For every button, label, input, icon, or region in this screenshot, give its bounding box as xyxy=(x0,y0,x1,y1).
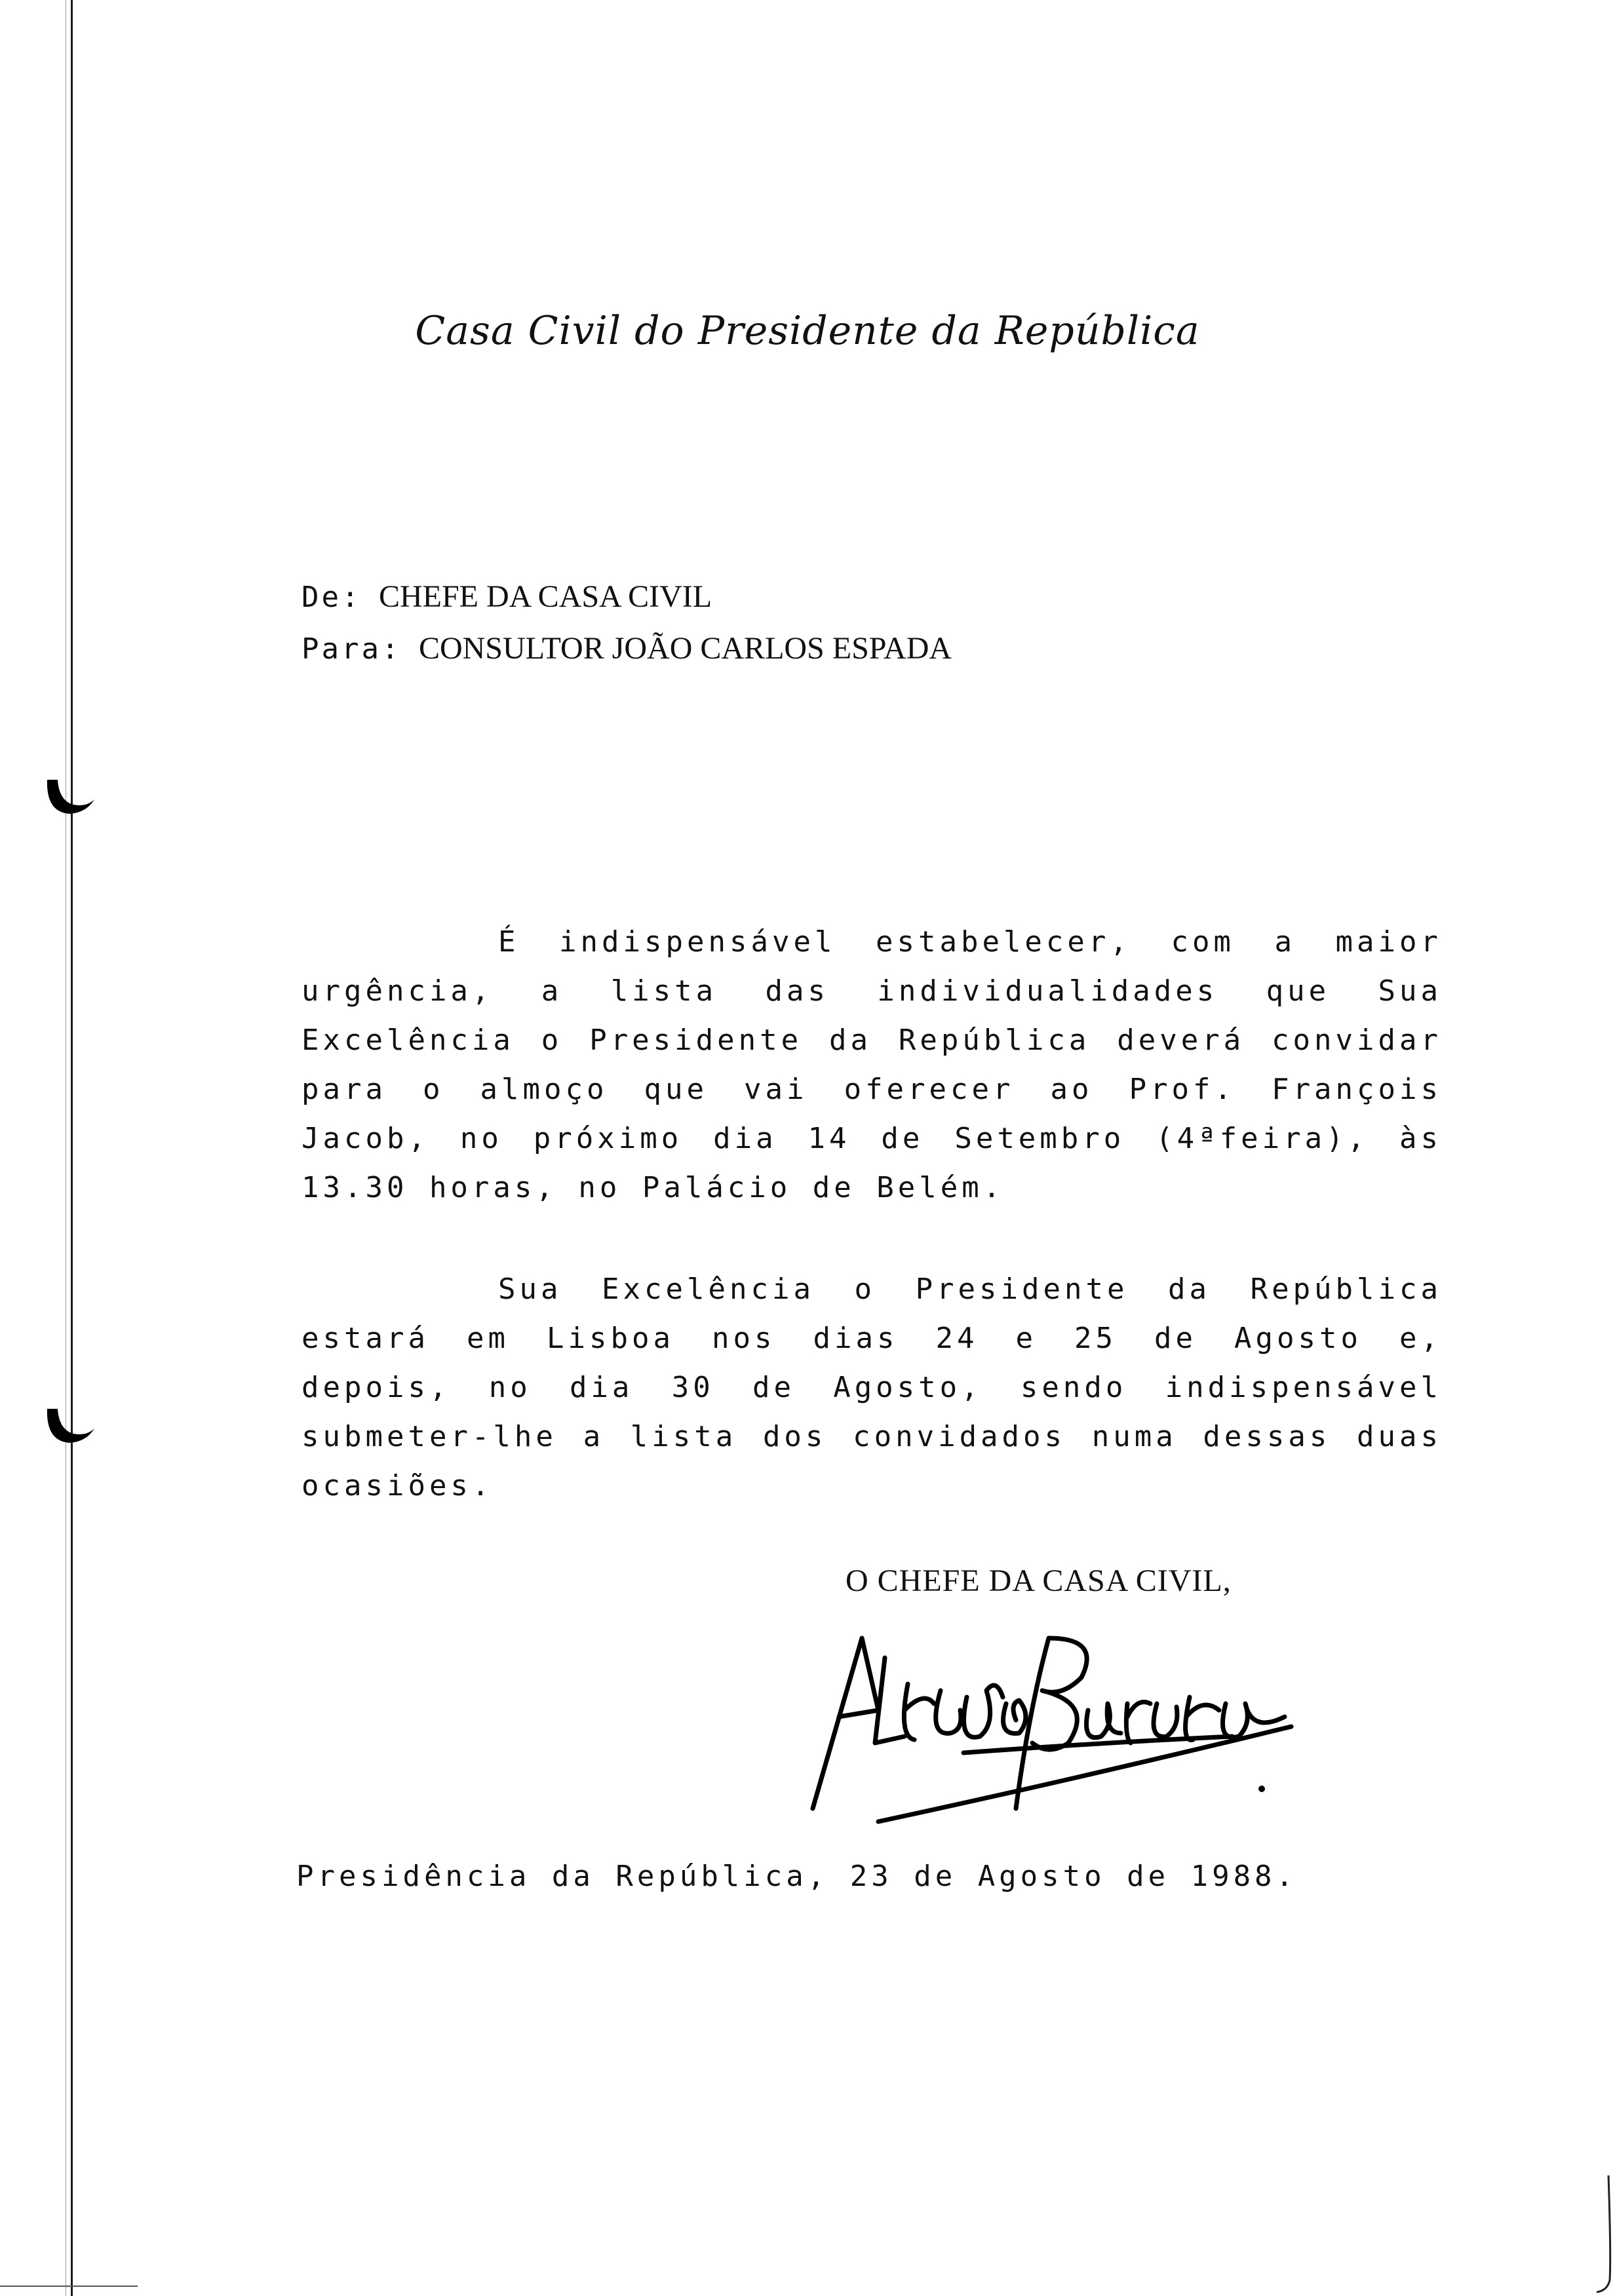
punch-hole-mark xyxy=(41,767,100,826)
to-row xyxy=(302,623,952,675)
page-edge-curl xyxy=(1595,2175,1615,2296)
handwritten-signature xyxy=(800,1612,1298,1828)
to-label: Para: xyxy=(302,632,402,666)
signatory-title: O CHEFE DA CASA CIVIL, xyxy=(846,1563,1232,1598)
memo-header xyxy=(302,571,952,675)
dateline: Presidência da República, 23 de Agosto de 1988. xyxy=(296,1860,1298,1893)
to-value: CONSULTOR JOÃO CARLOS ESPADA xyxy=(418,631,952,666)
letterhead: Casa Civil do Presidente da República xyxy=(415,308,1200,354)
body-paragraph-1: É indispensável estabelecer, com a maior urgência, a lista das individualidades que Sua Excelência o Presidente da República deverá convidar para o almoço que vai oferecer ao Prof. François Jacob, no próximo dia 14 de Setembro (4ªfeira), às 13.30 horas, no Palácio de Belém. xyxy=(302,925,1442,1204)
punch-hole-mark xyxy=(41,1396,100,1455)
body-paragraph-2: Sua Excelência o Presidente da República estará em Lisboa nos dias 24 e 25 de Agosto e, depois, no dia 30 de Agosto, sendo indispensável submeter-lhe a lista dos convidados numa dessas duas ocasiões. xyxy=(302,1272,1442,1502)
from-value: CHEFE DA CASA CIVIL xyxy=(378,579,712,614)
scan-bottom-edge xyxy=(0,2286,138,2287)
from-row xyxy=(302,571,952,623)
from-label: De: xyxy=(302,581,362,614)
